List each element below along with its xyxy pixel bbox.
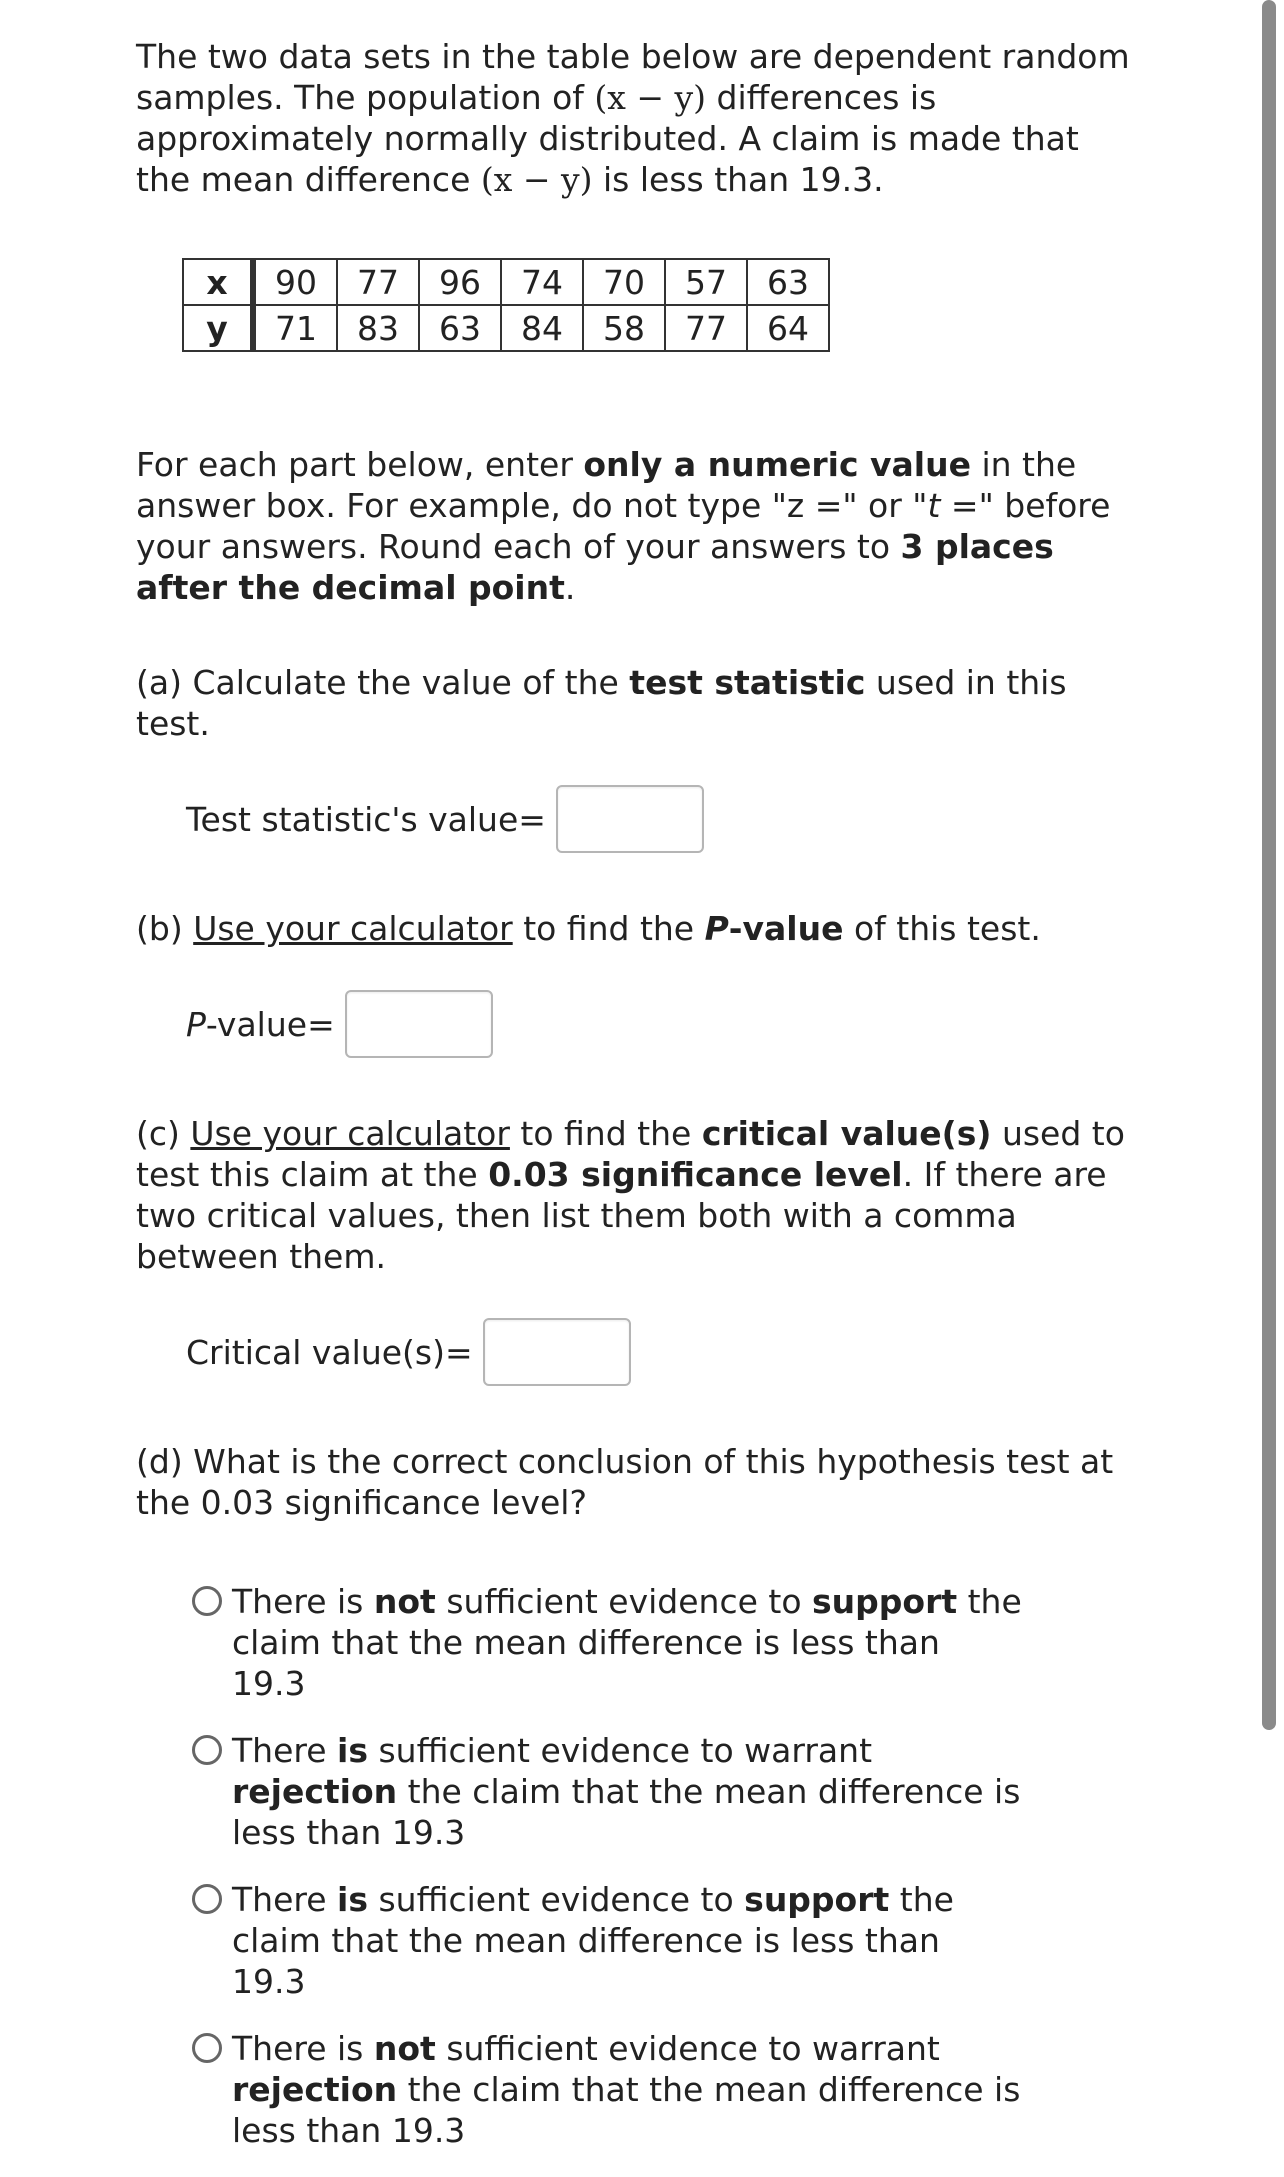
math-x-minus-y-2 xyxy=(481,160,593,199)
part-c-bold-1: critical value(s) xyxy=(701,1114,992,1153)
part-b-text-3: of this test. xyxy=(843,909,1041,948)
radio-button-icon[interactable] xyxy=(192,1884,222,1914)
conclusion-option-1[interactable] xyxy=(192,1581,1136,1704)
part-b-prompt xyxy=(136,908,1136,949)
row-header-x: x xyxy=(183,259,253,305)
critical-values-input[interactable] xyxy=(483,1318,631,1386)
table-cell: 83 xyxy=(337,305,419,351)
instructions-text-2: in the answer box. For example, do not type "z =" or " xyxy=(136,445,1077,525)
table-row-y xyxy=(183,305,829,351)
option-text: the claim that the mean difference is less than 19.3 xyxy=(232,2070,1021,2150)
use-calculator-link[interactable]: Use your calculator xyxy=(193,909,513,948)
option-bold: rejection xyxy=(232,2070,398,2109)
intro-text-1: The two data sets in the table below are dependent random samples. The population of xyxy=(136,37,1130,117)
option-text: There xyxy=(232,1880,338,1919)
instructions-text-1: For each part below, enter xyxy=(136,445,584,484)
question-content xyxy=(136,36,1136,2177)
option-text: There is xyxy=(232,1582,374,1621)
table-cell: 84 xyxy=(501,305,583,351)
option-text: sufficient evidence to xyxy=(435,1582,813,1621)
test-statistic-label: Test statistic's value xyxy=(186,799,519,839)
option-text: sufficient evidence to warrant xyxy=(367,1731,873,1770)
option-label xyxy=(232,1730,1022,1853)
math-x-minus-y-1 xyxy=(594,78,706,117)
conclusion-options xyxy=(192,1581,1136,2151)
instructions-bold-1: only a numeric value xyxy=(583,445,971,484)
problem-intro xyxy=(136,36,1136,200)
table-cell: 77 xyxy=(665,305,747,351)
part-c-text-3: used to test this claim at the xyxy=(136,1114,1125,1194)
option-bold: is xyxy=(337,1731,368,1770)
part-b-answer-row xyxy=(186,989,1136,1059)
table-cell: 96 xyxy=(419,259,501,305)
part-c-prompt xyxy=(136,1113,1136,1277)
table-cell: 77 xyxy=(337,259,419,305)
option-bold: not xyxy=(373,1582,436,1621)
p-value-label-italic: P xyxy=(186,1004,206,1044)
option-text: the claim that the mean difference is less than 19.3 xyxy=(232,1880,954,2001)
part-d-question: (d) What is the correct conclusion of this hypothesis test at the 0.03 significance level? xyxy=(136,1442,1114,1522)
math-expr-1: (x − y) xyxy=(594,78,707,117)
equals-sign: = xyxy=(445,1332,473,1372)
radio-button-icon[interactable] xyxy=(192,1586,222,1616)
instructions-bold-2: 3 places after the decimal point xyxy=(136,527,1054,607)
option-text: the claim that the mean difference is less than 19.3 xyxy=(232,1582,1022,1703)
instructions-text-3: =" before your answers. Round each of your answers to xyxy=(136,486,1111,566)
radio-button-icon[interactable] xyxy=(192,1735,222,1765)
table-cell: 63 xyxy=(419,305,501,351)
part-c-answer-row xyxy=(186,1317,1136,1387)
option-text: the claim that the mean difference is less than 19.3 xyxy=(232,1772,1021,1852)
part-b-bold: -value xyxy=(728,909,844,948)
part-a-text-2: used in this test. xyxy=(136,663,1067,743)
p-value-input[interactable] xyxy=(345,990,493,1058)
conclusion-option-2[interactable] xyxy=(192,1730,1136,1853)
part-b-text-2: to find the xyxy=(512,909,705,948)
part-c-text-1: (c) xyxy=(136,1114,191,1153)
table-cell: 74 xyxy=(501,259,583,305)
intro-text-2: differences is approximately normally distributed. A claim is made that the mean difference xyxy=(136,78,1079,199)
table-row-x xyxy=(183,259,829,305)
part-a-answer-row xyxy=(186,784,1136,854)
table-cell: 57 xyxy=(665,259,747,305)
part-c-text-2: to find the xyxy=(509,1114,702,1153)
p-value-label: -value xyxy=(205,1004,308,1044)
option-bold: is xyxy=(337,1880,368,1919)
table-cell: 63 xyxy=(747,259,829,305)
option-text: There is xyxy=(232,2029,374,2068)
option-bold: support xyxy=(744,1880,890,1919)
table-cell: 90 xyxy=(253,259,337,305)
conclusion-option-4[interactable] xyxy=(192,2028,1136,2151)
test-statistic-input[interactable] xyxy=(556,785,704,853)
part-b-text-1: (b) xyxy=(136,909,194,948)
table-cell: 70 xyxy=(583,259,665,305)
conclusion-option-3[interactable] xyxy=(192,1879,1136,2002)
data-table xyxy=(182,258,830,352)
option-bold: support xyxy=(812,1582,958,1621)
instructions-italic-t: t xyxy=(927,486,941,525)
instructions-text-4: . xyxy=(564,568,576,607)
option-text: sufficient evidence to xyxy=(367,1880,745,1919)
part-a-text-1: (a) Calculate the value of the xyxy=(136,663,630,702)
table-cell: 71 xyxy=(253,305,337,351)
option-label xyxy=(232,1879,1022,2002)
part-a-bold: test statistic xyxy=(629,663,866,702)
use-calculator-link[interactable]: Use your calculator xyxy=(190,1114,510,1153)
option-label xyxy=(232,1581,1022,1704)
option-bold: not xyxy=(373,2029,436,2068)
part-c-bold-2: 0.03 significance level xyxy=(488,1155,903,1194)
vertical-scrollbar[interactable] xyxy=(1262,0,1276,1730)
instructions xyxy=(136,444,1136,608)
intro-text-3: is less than 19.3. xyxy=(592,160,884,199)
radio-button-icon[interactable] xyxy=(192,2033,222,2063)
row-header-y: y xyxy=(183,305,253,351)
part-c-text-4: . If there are two critical values, then list them both with a comma between them. xyxy=(136,1155,1107,1276)
part-b-bold-italic-p: P xyxy=(704,909,729,948)
option-label xyxy=(232,2028,1022,2151)
critical-values-label: Critical value(s) xyxy=(186,1332,445,1372)
option-text: There xyxy=(232,1731,338,1770)
table-cell: 58 xyxy=(583,305,665,351)
equals-sign: = xyxy=(307,1004,335,1044)
equals-sign: = xyxy=(518,799,546,839)
part-a-prompt xyxy=(136,662,1136,744)
table-cell: 64 xyxy=(747,305,829,351)
option-text: sufficient evidence to warrant xyxy=(435,2029,940,2068)
option-bold: rejection xyxy=(232,1772,398,1811)
math-expr-2: (x − y) xyxy=(480,160,593,199)
